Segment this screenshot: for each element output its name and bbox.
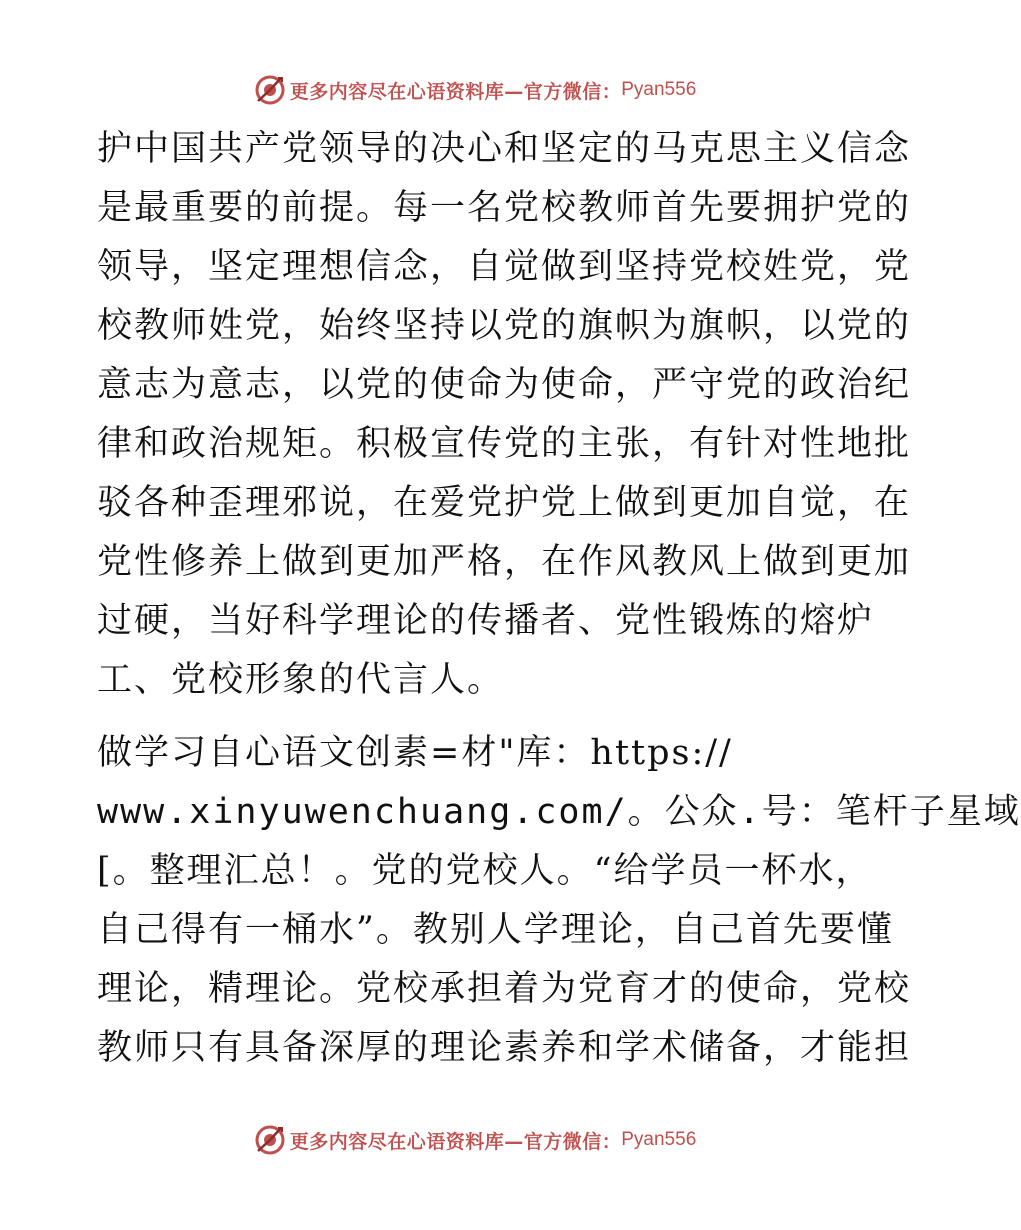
banner-wechat-id: Pyan556 (621, 1129, 697, 1150)
footer-watermark-banner (0, 1120, 950, 1160)
text-line: 做学习自心语文创素=材"库：https:// (97, 733, 733, 773)
text-line: 意志为意志，以党的使命为使命，严守党的政治纪 (97, 365, 912, 405)
text-line-url: www.xinyuwenchuang.com/。公众.号：笔杆子星域 (97, 792, 1021, 832)
banner-wechat-id: Pyan556 (621, 79, 697, 100)
text-line: 工、党校形象的代言人。 (97, 660, 505, 700)
banner-text: 更多内容尽在心语资料库—官方微信： (289, 1130, 622, 1153)
header-watermark-banner (0, 70, 950, 110)
text-line: 自己得有一桶水”。教别人学理论，自己首先要懂 (97, 910, 894, 950)
text-line: 校教师姓党，始终坚持以党的旗帜为旗帜，以党的 (97, 306, 912, 346)
text-line: 党性修养上做到更加严格，在作风教风上做到更加 (97, 542, 912, 582)
text-line: 教师只有具备深厚的理论素养和学术储备，才能担 (97, 1028, 912, 1068)
text-line: 理论，精理论。党校承担着为党育才的使命，党校 (97, 969, 912, 1009)
paragraph-gap (97, 710, 857, 724)
logo-icon (254, 1124, 286, 1156)
text-line: 护中国共产党领导的决心和坚定的马克思主义信念 (97, 129, 912, 169)
banner-text: 更多内容尽在心语资料库—官方微信： (289, 80, 622, 103)
text-line: 是最重要的前提。每一名党校教师首先要拥护党的 (97, 188, 912, 228)
text-line: 律和政治规矩。积极宣传党的主张，有针对性地批 (97, 424, 912, 464)
document-body (97, 120, 1021, 1078)
text-line: 过硬，当好科学理论的传播者、党性锻炼的熔炉 (97, 601, 875, 641)
text-line: [。整理汇总！。党的党校人。“给学员一杯水， (97, 851, 873, 891)
text-line: 领导，坚定理想信念，自觉做到坚持党校姓党，党 (97, 247, 912, 287)
logo-icon (254, 74, 286, 106)
text-line: 驳各种歪理邪说，在爱党护党上做到更加自觉，在 (97, 483, 912, 523)
